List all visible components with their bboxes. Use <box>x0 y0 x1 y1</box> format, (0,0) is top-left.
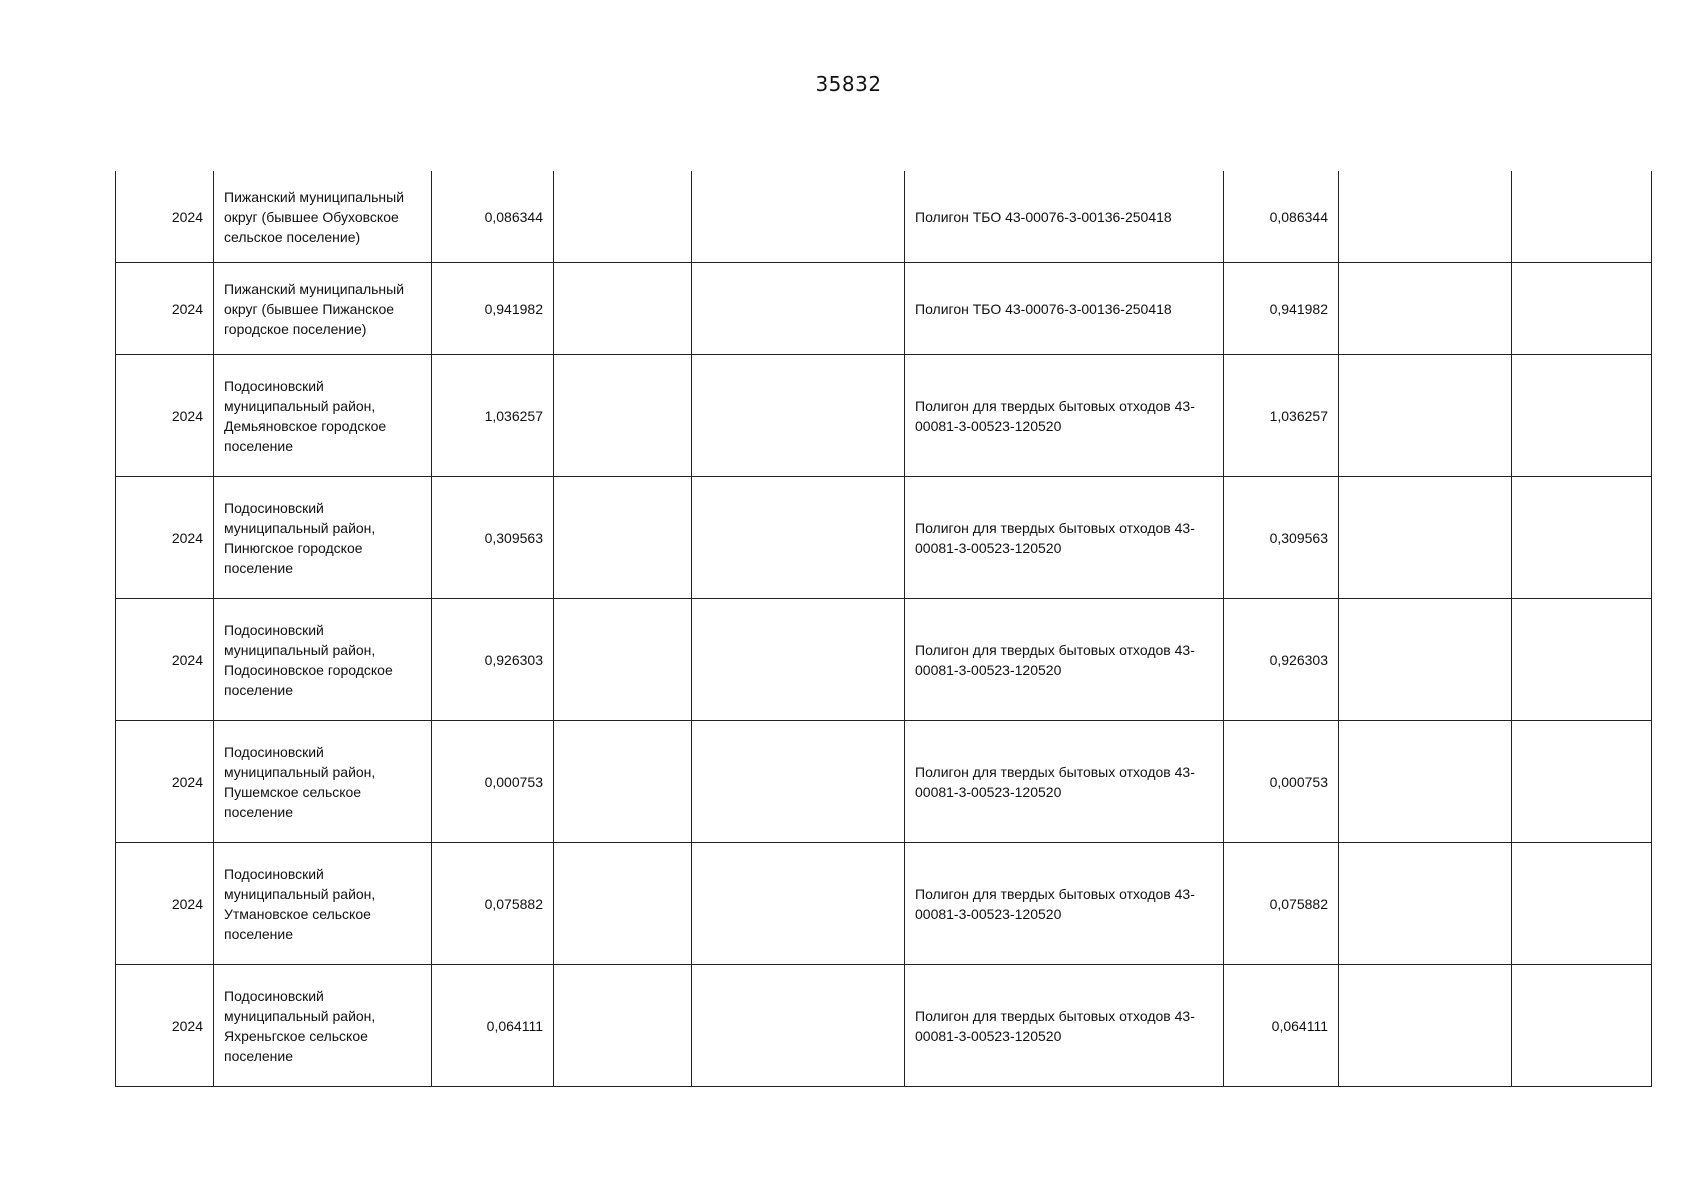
cell-volume-placed: 0,064111 <box>1224 965 1339 1087</box>
cell-disposal-object: Полигон для твердых бытовых отходов 43-00081-3-00523-120520 <box>905 721 1224 843</box>
cell-territory: Подосиновский муниципальный район, Пинюгское городское поселение <box>214 477 432 599</box>
cell-empty <box>692 263 905 355</box>
cell-empty <box>554 355 692 477</box>
cell-empty <box>1512 843 1652 965</box>
cell-volume: 0,064111 <box>432 965 554 1087</box>
cell-empty <box>554 721 692 843</box>
table-row <box>116 965 1652 1087</box>
cell-empty <box>1339 599 1512 721</box>
cell-disposal-object: Полигон для твердых бытовых отходов 43-00081-3-00523-120520 <box>905 843 1224 965</box>
cell-empty <box>1339 477 1512 599</box>
cell-disposal-object: Полигон для твердых бытовых отходов 43-00081-3-00523-120520 <box>905 355 1224 477</box>
cell-empty <box>554 965 692 1087</box>
cell-volume: 0,075882 <box>432 843 554 965</box>
cell-year: 2024 <box>116 599 214 721</box>
cell-empty <box>692 171 905 263</box>
cell-territory: Подосиновский муниципальный район, Утмановское сельское поселение <box>214 843 432 965</box>
cell-empty <box>1512 355 1652 477</box>
cell-disposal-object: Полигон для твердых бытовых отходов 43-00081-3-00523-120520 <box>905 965 1224 1087</box>
cell-volume: 0,309563 <box>432 477 554 599</box>
cell-year: 2024 <box>116 721 214 843</box>
cell-empty <box>554 843 692 965</box>
cell-empty <box>692 843 905 965</box>
cell-volume-placed: 0,075882 <box>1224 843 1339 965</box>
cell-empty <box>1339 965 1512 1087</box>
cell-volume-placed: 0,309563 <box>1224 477 1339 599</box>
cell-empty <box>1339 843 1512 965</box>
cell-volume-placed: 1,036257 <box>1224 355 1339 477</box>
waste-volume-table <box>115 171 1652 1087</box>
cell-empty <box>554 263 692 355</box>
table-row <box>116 721 1652 843</box>
cell-empty <box>1512 263 1652 355</box>
cell-volume: 0,926303 <box>432 599 554 721</box>
cell-empty <box>554 599 692 721</box>
cell-volume-placed: 0,926303 <box>1224 599 1339 721</box>
cell-empty <box>1512 477 1652 599</box>
table-row <box>116 843 1652 965</box>
cell-volume-placed: 0,086344 <box>1224 171 1339 263</box>
cell-volume-placed: 0,000753 <box>1224 721 1339 843</box>
cell-empty <box>554 477 692 599</box>
page-number: 35832 <box>815 72 882 96</box>
cell-empty <box>1512 171 1652 263</box>
cell-empty <box>692 599 905 721</box>
table-row <box>116 355 1652 477</box>
table-row <box>116 263 1652 355</box>
cell-territory: Пижанский муниципальный округ (бывшее Пижанское городское поселение) <box>214 263 432 355</box>
cell-territory: Подосиновский муниципальный район, Демьяновское городское поселение <box>214 355 432 477</box>
cell-empty <box>692 721 905 843</box>
cell-empty <box>1339 263 1512 355</box>
cell-year: 2024 <box>116 263 214 355</box>
cell-empty <box>1339 721 1512 843</box>
cell-territory: Подосиновский муниципальный район, Подосиновское городское поселение <box>214 599 432 721</box>
cell-volume: 0,086344 <box>432 171 554 263</box>
cell-volume-placed: 0,941982 <box>1224 263 1339 355</box>
cell-volume: 1,036257 <box>432 355 554 477</box>
cell-empty <box>1339 355 1512 477</box>
cell-disposal-object: Полигон ТБО 43-00076-3-00136-250418 <box>905 171 1224 263</box>
cell-year: 2024 <box>116 477 214 599</box>
cell-empty <box>554 171 692 263</box>
cell-year: 2024 <box>116 843 214 965</box>
cell-empty <box>1512 599 1652 721</box>
cell-year: 2024 <box>116 965 214 1087</box>
table-row <box>116 171 1652 263</box>
cell-empty <box>1512 721 1652 843</box>
cell-empty <box>692 477 905 599</box>
cell-disposal-object: Полигон для твердых бытовых отходов 43-00081-3-00523-120520 <box>905 599 1224 721</box>
cell-empty <box>1339 171 1512 263</box>
cell-empty <box>692 355 905 477</box>
cell-disposal-object: Полигон для твердых бытовых отходов 43-00081-3-00523-120520 <box>905 477 1224 599</box>
cell-year: 2024 <box>116 171 214 263</box>
cell-empty <box>692 965 905 1087</box>
cell-territory: Подосиновский муниципальный район, Яхреньгское сельское поселение <box>214 965 432 1087</box>
cell-territory: Подосиновский муниципальный район, Пушемское сельское поселение <box>214 721 432 843</box>
cell-volume: 0,941982 <box>432 263 554 355</box>
table-row <box>116 477 1652 599</box>
cell-disposal-object: Полигон ТБО 43-00076-3-00136-250418 <box>905 263 1224 355</box>
table-row <box>116 599 1652 721</box>
cell-volume: 0,000753 <box>432 721 554 843</box>
cell-empty <box>1512 965 1652 1087</box>
cell-territory: Пижанский муниципальный округ (бывшее Обуховское сельское поселение) <box>214 171 432 263</box>
cell-year: 2024 <box>116 355 214 477</box>
